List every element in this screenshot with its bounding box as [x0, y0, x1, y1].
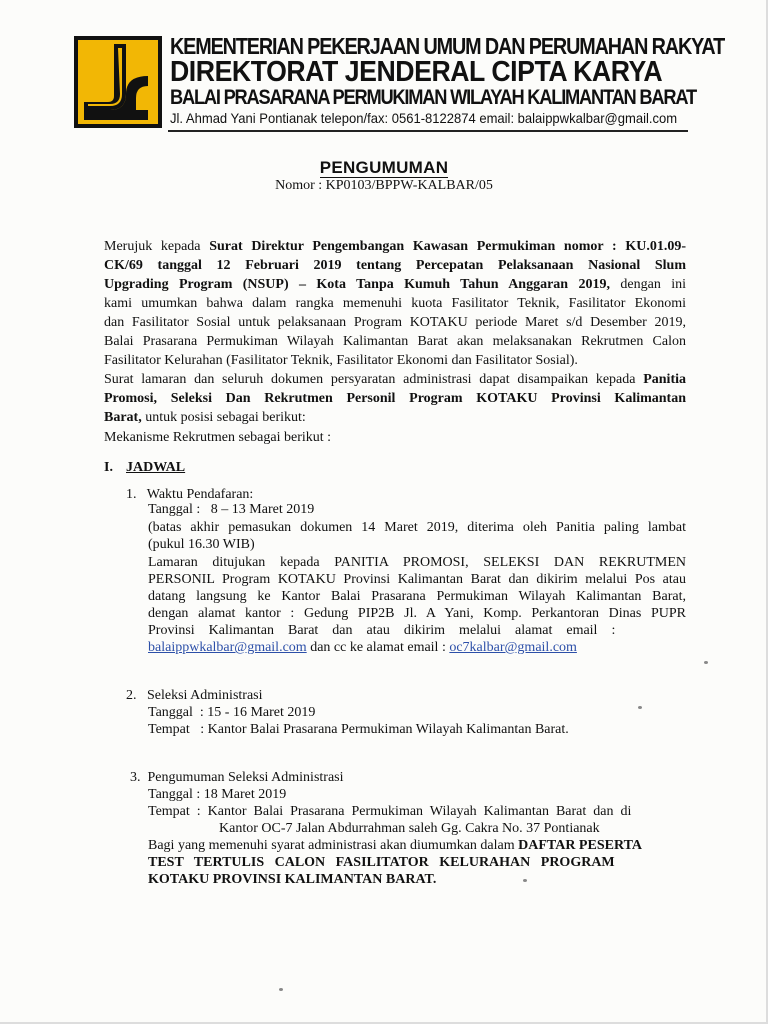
item1-para-1: Lamaran ditujukan kepada PANITIA PROMOSI, SELEKSI DAN REKRUTMEN: [148, 555, 686, 570]
item2-date: Tanggal : 15 - 16 Maret 2019: [148, 705, 316, 720]
item3-place-2: Kantor OC-7 Jalan Abdurrahman saleh Gg. Cakra No. 37 Pontianak: [219, 821, 600, 836]
intro-line-2: CK/69 tanggal 12 Februari 2019 tentang Percepatan Pelaksanaan Nasional Slum: [104, 258, 686, 273]
item1-note-2: (pukul 16.30 WIB): [148, 537, 255, 552]
item2-title: 2. Seleksi Administrasi: [126, 688, 263, 703]
item3-para-1: Bagi yang memenuhi syarat administrasi akan diumumkan dalam DAFTAR PESERTA: [148, 838, 642, 853]
item3-place-1: Tempat : Kantor Balai Prasarana Permukiman Wilayah Kalimantan Barat dan di: [148, 804, 632, 819]
scan-speck: [279, 988, 283, 991]
intro-line-10: Barat, untuk posisi sebagai berikut:: [104, 410, 306, 425]
item1-emails: balaippwkalbar@gmail.com dan cc ke alamat email : oc7kalbar@gmail.com: [148, 640, 577, 655]
pupr-logo-icon: [74, 36, 162, 128]
email-link-balai[interactable]: balaippwkalbar@gmail.com: [148, 640, 307, 655]
intro-line-9: Promosi, Seleksi Dan Rekrutmen Personil Program KOTAKU Provinsi Kalimantan: [104, 391, 686, 406]
intro-line-4: kami umumkan bahwa dalam rangka memenuhi kuota Fasilitator Teknik, Fasilitator Ekonomi: [104, 296, 686, 311]
email-link-oc7[interactable]: oc7kalbar@gmail.com: [449, 640, 577, 655]
letterhead-office: BALAI PRASARANA PERMUKIMAN WILAYAH KALIMANTAN BARAT: [170, 86, 696, 109]
item1-para-4: dengan alamat kantor : Gedung PIP2B Jl. A Yani, Komp. Perkantoran Dinas PUPR: [148, 606, 686, 621]
item1-para-5: Provinsi Kalimantan Barat dan atau dikirim melalui alamat email :: [148, 623, 616, 638]
item1-para-3: datang langsung ke Kantor Balai Prasarana Permukiman Wilayah Kalimantan Barat,: [148, 589, 686, 604]
intro-line-5: dan Fasilitator Sosial untuk pelaksanaan Program KOTAKU periode Maret s/d Desember 2019,: [104, 315, 686, 330]
page-title: PENGUMUMAN: [319, 158, 449, 177]
item1-note-1: (batas akhir pemasukan dokumen 14 Maret 2019, diterima oleh Panitia paling lambat: [148, 520, 686, 535]
scan-speck: [523, 879, 527, 882]
intro-line-7: Fasilitator Kelurahan (Fasilitator Teknik, Fasilitator Ekonomi dan Fasilitator Sosial).: [104, 353, 578, 368]
scan-speck: [638, 706, 642, 709]
item3-para-2: TEST TERTULIS CALON FASILITATOR KELURAHAN PROGRAM: [148, 855, 615, 870]
letterhead-directorate: DIREKTORAT JENDERAL CIPTA KARYA: [170, 56, 663, 88]
item3-title: 3. Pengumuman Seleksi Administrasi: [130, 770, 344, 785]
mekanisme-heading: Mekanisme Rekrutmen sebagai berikut :: [104, 430, 332, 445]
item1-date: Tanggal : 8 – 13 Maret 2019: [148, 502, 315, 517]
letterhead-divider: [168, 130, 688, 132]
item1-title: 1. Waktu Pendafaran:: [126, 487, 254, 502]
letterhead-ministry: KEMENTERIAN PEKERJAAN UMUM DAN PERUMAHAN RAKYAT: [170, 33, 725, 59]
intro-line-6: Balai Prasarana Permukiman Wilayah Kalimantan Barat akan melaksanakan Rekrutmen Calon: [104, 334, 686, 349]
item1-para-2: PERSONIL Program KOTAKU Provinsi Kalimantan Barat dan dikirim melalui Pos atau: [148, 572, 686, 587]
intro-line-1: Merujuk kepada Surat Direktur Pengembangan Kawasan Permukiman nomor : KU.01.09-: [104, 239, 687, 254]
item3-date: Tanggal : 18 Maret 2019: [148, 787, 287, 802]
section-title: JADWAL: [126, 460, 186, 475]
letterhead-address: Jl. Ahmad Yani Pontianak telepon/fax: 0561-8122874 email: balaippwkalbar@gmail.com: [170, 110, 678, 126]
item2-place: Tempat : Kantor Balai Prasarana Permukiman Wilayah Kalimantan Barat.: [148, 722, 569, 737]
intro-line-3: Upgrading Program (NSUP) – Kota Tanpa Kumuh Tahun Anggaran 2019, dengan ini: [104, 277, 686, 292]
intro-line-8: Surat lamaran dan seluruh dokumen persyaratan administrasi dapat disampaikan kepada Panitia: [104, 372, 686, 387]
document-number: Nomor : KP0103/BPPW-KALBAR/05: [275, 178, 493, 193]
item3-para-3: KOTAKU PROVINSI KALIMANTAN BARAT.: [148, 872, 437, 887]
section-number: I.: [104, 460, 113, 475]
scan-speck: [704, 661, 708, 664]
